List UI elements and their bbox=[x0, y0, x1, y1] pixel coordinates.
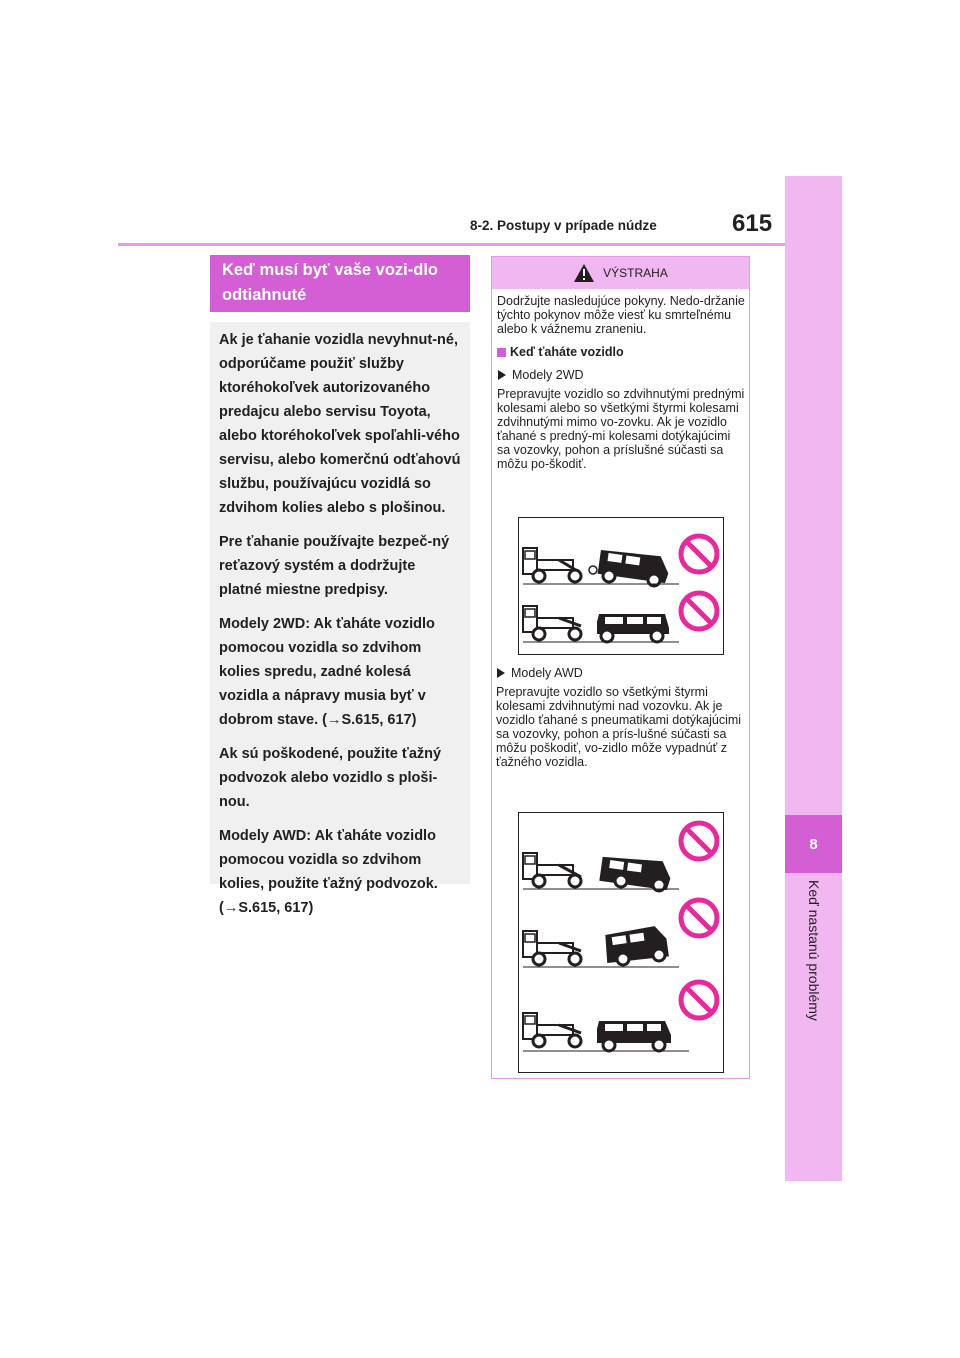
info-paragraph: Modely AWD: Ak ťaháte vozidlo pomocou vozidla so zdvihom kolies, použite ťažný podvozok. (→S.615, 617) bbox=[219, 828, 438, 916]
square-bullet-icon bbox=[497, 348, 506, 357]
suv-car-icon bbox=[599, 853, 672, 891]
towing-figure-awd bbox=[518, 812, 724, 1073]
text-awd: Prepravujte vozidlo so všetkými štyrmi kolesami zdvihnutými nad vozovku. Ak je vozidlo ťahané s pneumatikami dotýkajúcimi sa vozovky, pohon a prís-lušné súčasti sa môžu poškodiť, vo-zidlo môže vypadnúť z ťažného vozidla. bbox=[496, 685, 742, 769]
model-2wd-text: Modely 2WD bbox=[512, 368, 584, 382]
text-2wd: Prepravujte vozidlo so zdvihnutými prednými kolesami alebo so všetkými štyrmi kolesami zdvihnutými mimo vo-zovku. Ak je vozidlo ťahané s predný-mi kolesami dotýkajúcimi sa vozovky, pohon a príslušné súčasti sa môžu po-škodiť. bbox=[497, 387, 745, 471]
prohibited-icon bbox=[681, 982, 717, 1018]
info-box bbox=[210, 322, 470, 916]
towing-figure-2wd bbox=[518, 517, 724, 655]
warning-body bbox=[492, 289, 749, 471]
warning-subheading bbox=[497, 345, 745, 359]
warning-header bbox=[492, 257, 749, 289]
prohibited-icon bbox=[681, 593, 717, 629]
tow-truck-icon bbox=[523, 606, 581, 640]
suv-car-icon bbox=[589, 548, 671, 586]
section-title: 8-2. Postupy v prípade núdze bbox=[470, 218, 657, 233]
warning-triangle-icon bbox=[573, 263, 595, 283]
triangle-bullet-icon bbox=[498, 370, 506, 380]
awd-section bbox=[496, 666, 746, 769]
warning-intro: Dodržujte nasledujúce pokyny. Nedo-držanie týchto pokynov môže viesť ku smrteľnému alebo k vážnemu zraneniu. bbox=[497, 294, 745, 336]
chapter-title-vertical bbox=[785, 880, 842, 1050]
page-number: 615 bbox=[732, 210, 773, 237]
wagon-car-icon bbox=[597, 614, 669, 642]
model-awd-text: Modely AWD bbox=[511, 666, 583, 680]
triangle-bullet-icon bbox=[497, 668, 505, 678]
model-awd-label bbox=[496, 666, 746, 680]
towing-illustration-awd bbox=[519, 813, 723, 1072]
prohibited-icon bbox=[681, 823, 717, 859]
model-2wd-label bbox=[497, 368, 745, 382]
prohibited-icon bbox=[681, 536, 717, 572]
tow-truck-icon bbox=[523, 548, 581, 582]
prohibited-icon bbox=[681, 900, 717, 936]
header-divider bbox=[118, 243, 785, 246]
info-paragraph: Modely 2WD: Ak ťaháte vozidlo pomocou vozidla so zdvihom kolies spredu, zadné kolesá vozidla a nápravy musia byť v dobrom stave. (→S.615, 617) bbox=[219, 616, 435, 728]
suv-car-icon bbox=[603, 925, 669, 965]
section-heading: Keď musí byť vaše vozi-dlo odtiahnuté bbox=[210, 255, 470, 312]
towing-illustration-2wd bbox=[519, 518, 723, 654]
warning-subheading-label: Keď ťaháte vozidlo bbox=[510, 345, 624, 359]
warning-title: VÝSTRAHA bbox=[603, 266, 668, 280]
wagon-car-icon bbox=[597, 1021, 671, 1051]
tow-truck-icon bbox=[523, 1013, 581, 1047]
chapter-title: Keď nastanú problémy bbox=[805, 880, 822, 1021]
chapter-number: 8 bbox=[785, 815, 842, 873]
info-paragraph: Pre ťahanie používajte bezpeč-ný reťazový systém a dodržujte platné miestne predpisy. bbox=[219, 534, 450, 598]
info-paragraph: Ak sú poškodené, použite ťažný podvozok alebo vozidlo s ploši-nou. bbox=[219, 746, 442, 810]
tow-truck-icon bbox=[523, 853, 581, 887]
tow-truck-icon bbox=[523, 931, 581, 965]
info-paragraph: Ak je ťahanie vozidla nevyhnut-né, odporúčame použiť služby ktoréhokoľvek autorizovaného predajcu alebo servisu Toyota, alebo ktoréhokoľvek spoľahli-vého servisu, alebo komerčnú odťahovú službu, používajúcu vozidlá so zdvihom kolies alebo s plošinou. bbox=[219, 332, 461, 516]
